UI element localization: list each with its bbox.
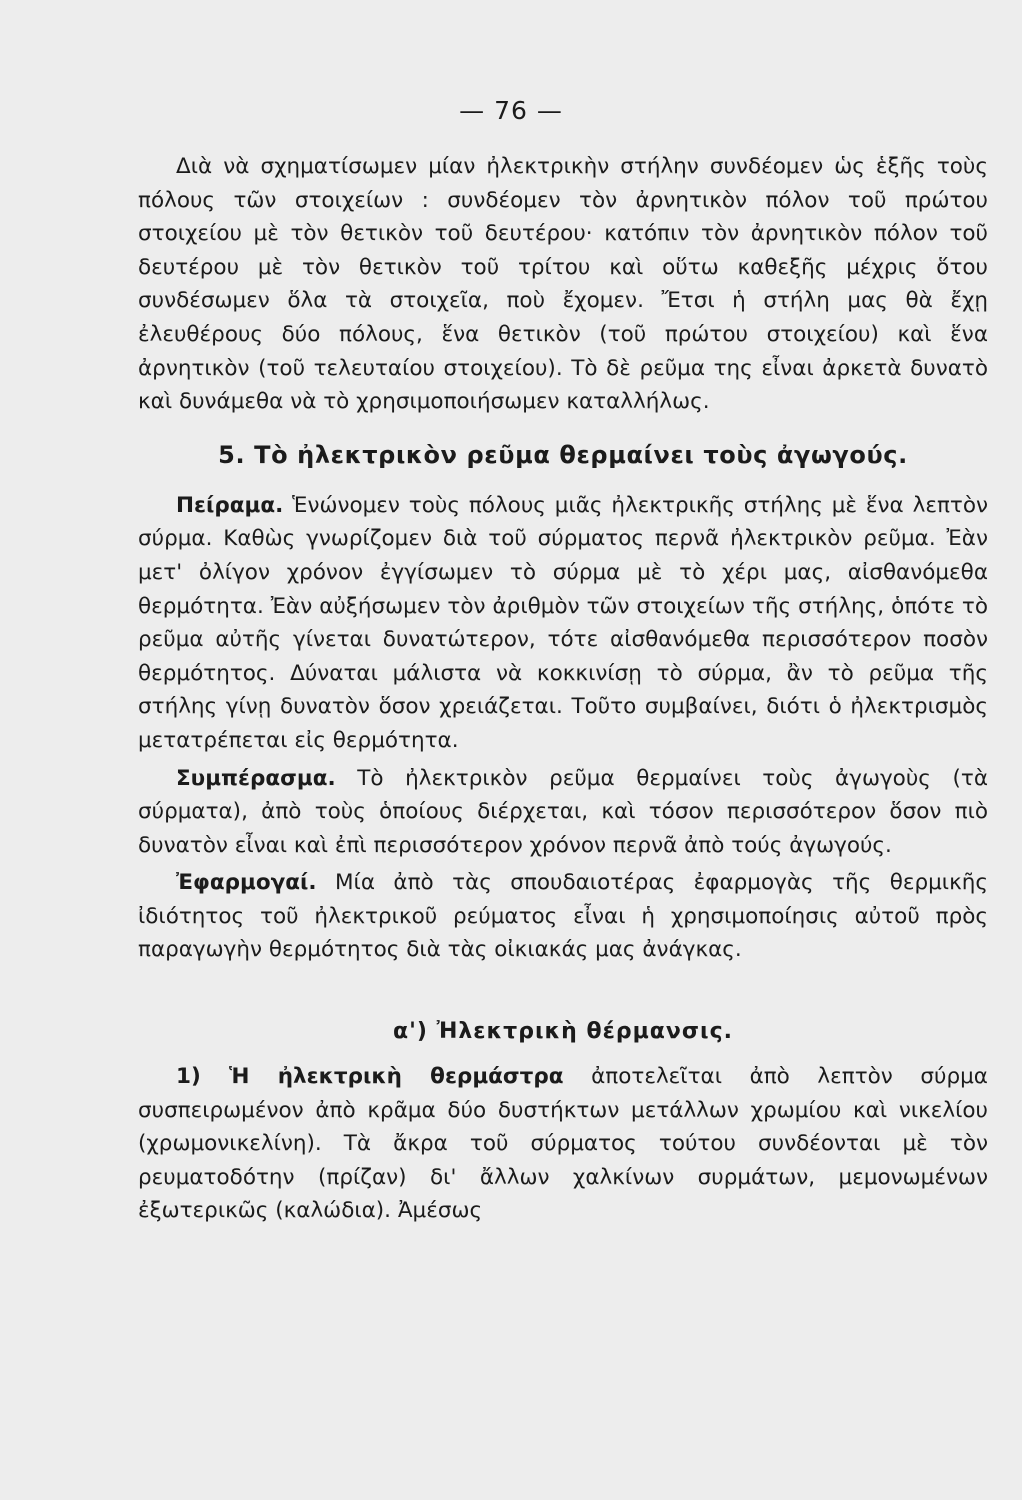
conclusion-label: Συμπέρασμα. [176,765,336,791]
conclusion-paragraph [138,762,988,863]
subsection-heading: α') Ἠλεκτρικὴ θέρμανσις. [393,1019,733,1045]
intro-paragraph: Διὰ νὰ σχηματίσωμεν μίαν ἠλεκτρικὴν στήλην συνδέομεν ὡς ἑξῆς τοὺς πόλους τῶν στοιχείων : συνδέομεν τὸν ἀρνητικὸν πόλον τοῦ πρώτου στοιχείου μὲ τὸν θετικὸν τοῦ δευτέρου· κατόπιν τὸν ἀρνητικὸν πόλον τοῦ δευτέρου μὲ τὸν θετικὸν τοῦ τρίτου καὶ οὕτω καθεξῆς μέχρις ὅτου συνδέσωμεν ὅλα τὰ στοιχεῖα, ποὺ ἔχομεν. Ἔτσι ἡ στήλη μας θὰ ἔχῃ ἐλευθέρους δύο πόλους, ἕνα θετικὸν (τοῦ πρώτου στοιχείου) καὶ ἕνα ἀρνητικὸν (τοῦ τελευταίου στοιχείου). Τὸ δὲ ρεῦμα της εἶναι ἀρκετὰ δυνατὸ καὶ δυνάμεθα νὰ τὸ χρησιμοποιήσωμεν καταλλήλως. [138,154,988,415]
experiment-text: Ἑνώνομεν τοὺς πόλους μιᾶς ἠλεκτρικῆς στήλης μὲ ἕνα λεπτὸν σύρμα. Καθὼς γνωρίζομεν διὰ τοῦ σύρματος περνᾶ ἠλεκτρικὸν ρεῦμα. Ἐὰν μετ' ὀλίγον χρόνον ἐγγίσωμεν τὸ σύρμα μὲ τὸ χέρι μας, αἰσθανόμεθα θερμότητα. Ἐὰν αὐξήσωμεν τὸν ἀριθμὸν τῶν στοιχείων τῆς στήλης, ὁπότε τὸ ρεῦμα αὐτῆς γίνεται δυνατώτερον, τότε αἰσθανόμεθα περισσότερον ποσὸν θερμότητος. Δύναται μάλιστα νὰ κοκκινίσῃ τὸ σύρμα, ἂν τὸ ρεῦμα τῆς στήλης γίνῃ δυνατὸν ὅσον χρειάζεται. Τοῦτο συμβαίνει, διότι ὁ ἠλεκτρισμὸς μετατρέπεται εἰς θερμότητα. [138,492,988,753]
page-number: — 76 — [459,96,563,125]
heater-text: ἀποτελεῖται ἀπὸ λεπτὸν σύρμα συσπειρωμένον ἀπὸ κρᾶμα δύο δυστήκτων μετάλλων χρωμίου καὶ νικελίου (χρωμονικελίνη). Τὰ ἄκρα τοῦ σύρματος τούτου συνδέονται μὲ τὸν ρευματοδότην (πρίζαν) δι' ἄλλων χαλκίνων συρμάτων, μεμονωμένων ἐξωτερικῶς (καλώδια). Ἀμέσως [138,1064,988,1224]
applications-label: Ἐφαρμογαί. [176,870,317,896]
applications-paragraph [138,866,988,967]
heater-label: 1) Ἡ ἠλεκτρικὴ θερμάστρα [176,1064,564,1090]
body-text [138,150,988,1228]
applications-text: Μία ἀπὸ τὰς σπουδαιοτέρας ἐφαρμογὰς τῆς θερμικῆς ἰδιότητος τοῦ ἠλεκτρικοῦ ρεύματος εἶναι ἡ χρησιμοποίησις αὐτοῦ πρὸς παραγωγὴν θερμότητος διὰ τὰς οἰκιακάς μας ἀνάγκας. [138,870,988,963]
section-heading: 5. Τὸ ἠλεκτρικὸν ρεῦμα θερμαίνει τοὺς ἀγωγούς. [218,440,908,469]
heater-paragraph [138,1060,988,1228]
experiment-paragraph [138,489,988,758]
experiment-label: Πείραμα. [176,492,284,518]
conclusion-text: Τὸ ἠλεκτρικὸν ρεῦμα θερμαίνει τοὺς ἀγωγοὺς (τὰ σύρματα), ἀπὸ τοὺς ὁποίους διέρχεται, καὶ τόσον περισσότερον ὅσον πιὸ δυνατὸν εἶναι καὶ ἐπὶ περισσότερον χρόνον περνᾶ ἀπὸ τούς ἀγωγούς. [138,765,988,858]
